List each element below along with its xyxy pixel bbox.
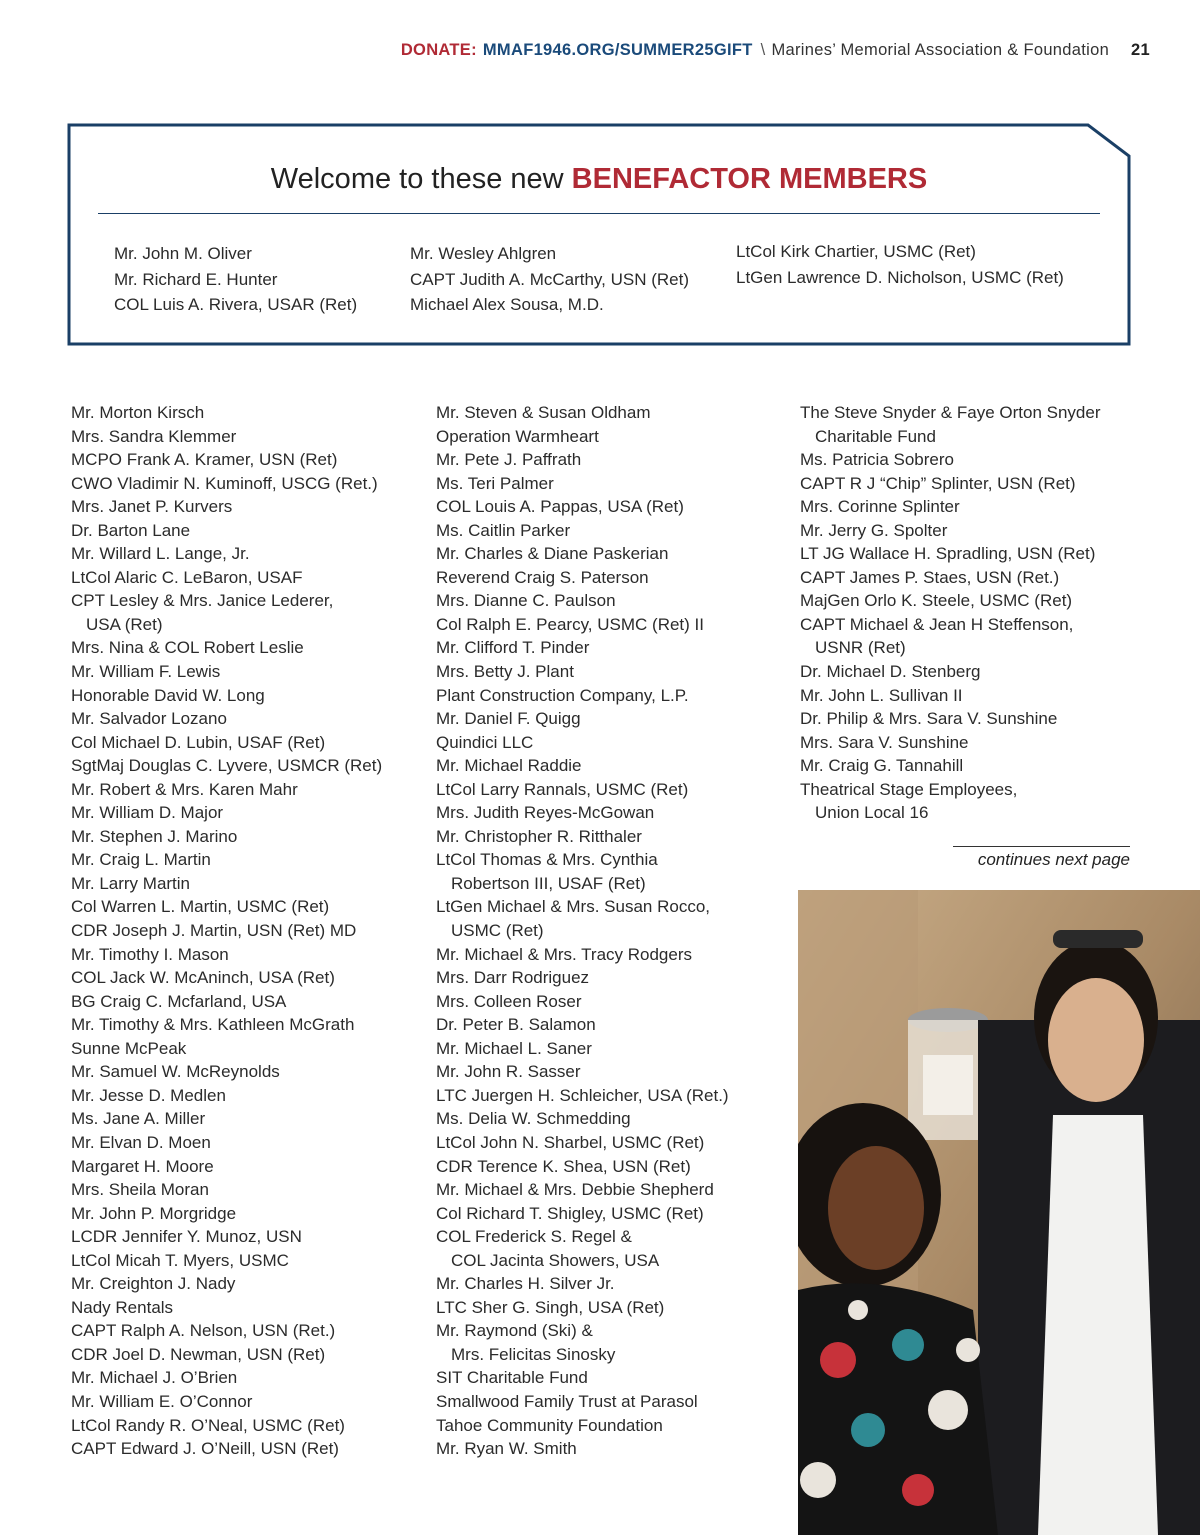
member-name xyxy=(436,636,729,660)
member-name-line: Mr. John R. Sasser xyxy=(436,1062,581,1082)
member-name xyxy=(800,660,1100,684)
member-name-line: Col Richard T. Shigley, USMC (Ret) xyxy=(436,1203,704,1223)
member-name xyxy=(436,1060,729,1084)
member-name-continuation: Union Local 16 xyxy=(815,803,929,823)
member-name xyxy=(71,919,382,943)
member-name-line: Mr. Ryan W. Smith xyxy=(436,1439,577,1459)
member-name xyxy=(800,707,1100,731)
member-name xyxy=(436,495,729,519)
member-name-line: LtCol Thomas & Mrs. Cynthia xyxy=(436,850,658,870)
member-name-line: Mr. Larry Martin xyxy=(71,873,191,893)
member-name-continuation: COL Jacinta Showers, USA xyxy=(451,1250,660,1270)
member-name-line: LCDR Jennifer Y. Munoz, USN xyxy=(71,1227,302,1247)
benefactor-column-1 xyxy=(114,241,357,318)
continues-divider xyxy=(953,846,1130,847)
member-name-continuation: Charitable Fund xyxy=(815,426,936,446)
member-name-line: Mrs. Janet P. Kurvers xyxy=(71,497,233,517)
member-name xyxy=(71,966,382,990)
member-name-line: SgtMaj Douglas C. Lyvere, USMCR (Ret) xyxy=(71,756,383,776)
member-name xyxy=(436,472,729,496)
member-name-line: COL Louis A. Pappas, USA (Ret) xyxy=(436,497,684,517)
member-name xyxy=(800,613,1100,660)
member-name xyxy=(436,754,729,778)
member-name xyxy=(436,1437,729,1461)
member-name xyxy=(71,1296,382,1320)
member-name xyxy=(71,636,382,660)
member-name-line: BG Craig C. Mcfarland, USA xyxy=(71,991,287,1011)
member-name xyxy=(71,801,382,825)
member-name xyxy=(71,1437,382,1461)
member-name xyxy=(71,1084,382,1108)
member-name xyxy=(71,542,382,566)
member-name xyxy=(436,660,729,684)
member-name xyxy=(71,1249,382,1273)
member-name xyxy=(800,684,1100,708)
benefactor-name: LtCol Kirk Chartier, USMC (Ret) xyxy=(736,242,976,261)
member-name xyxy=(71,425,382,449)
member-name-line: Margaret H. Moore xyxy=(71,1156,214,1176)
benefactor-title-highlight: BENEFACTOR MEMBERS xyxy=(571,163,928,195)
benefactor-name: Mr. Wesley Ahlgren xyxy=(410,244,557,263)
member-name xyxy=(800,754,1100,778)
member-name-line: Mr. Pete J. Paffrath xyxy=(436,450,582,470)
donate-label: DONATE: xyxy=(400,40,477,59)
member-name-line: Mr. Craig L. Martin xyxy=(71,850,211,870)
member-name-line: MCPO Frank A. Kramer, USN (Ret) xyxy=(71,450,338,470)
member-name-continuation: Mrs. Felicitas Sinosky xyxy=(451,1344,616,1364)
benefactor-name: LtGen Lawrence D. Nicholson, USMC (Ret) xyxy=(736,267,1064,287)
member-name-line: Mr. Jerry G. Spolter xyxy=(800,520,948,540)
member-name-line: CDR Terence K. Shea, USN (Ret) xyxy=(436,1156,691,1176)
benefactor-name: Mr. John M. Oliver xyxy=(114,244,252,263)
member-name xyxy=(436,1319,729,1366)
member-name xyxy=(436,401,729,425)
member-name xyxy=(71,707,382,731)
member-name xyxy=(436,519,729,543)
member-name xyxy=(436,943,729,967)
member-name-line: Mr. Willard L. Lange, Jr. xyxy=(71,544,250,564)
member-name-line: Mr. Michael L. Saner xyxy=(436,1038,592,1058)
member-name-line: Mr. William D. Major xyxy=(71,803,224,823)
member-name-line: Quindici LLC xyxy=(436,732,534,752)
member-name-line: Operation Warmheart xyxy=(436,426,599,446)
member-name xyxy=(436,1107,729,1131)
member-name-line: Col Michael D. Lubin, USAF (Ret) xyxy=(71,732,326,752)
member-name-line: CAPT Michael & Jean H Steffenson, xyxy=(800,614,1074,634)
member-name-line: Theatrical Stage Employees, xyxy=(800,779,1018,799)
member-name xyxy=(436,1178,729,1202)
member-name xyxy=(71,990,382,1014)
member-name-line: Smallwood Family Trust at Parasol xyxy=(436,1391,698,1411)
member-name-line: LtGen Michael & Mrs. Susan Rocco, xyxy=(436,897,711,917)
members-photo xyxy=(798,890,1200,1535)
member-name xyxy=(436,801,729,825)
member-name-line: Mr. Charles & Diane Paskerian xyxy=(436,544,669,564)
member-name xyxy=(436,542,729,566)
member-name-line: Mrs. Darr Rodriguez xyxy=(436,968,590,988)
member-name-line: Mr. Samuel W. McReynolds xyxy=(71,1062,280,1082)
member-name-line: Mr. John P. Morgridge xyxy=(71,1203,237,1223)
member-name-line: Mr. John L. Sullivan II xyxy=(800,685,963,705)
member-name xyxy=(71,872,382,896)
member-name-line: Mr. Jesse D. Medlen xyxy=(71,1085,226,1105)
member-name xyxy=(436,1390,729,1414)
member-name-line: Ms. Jane A. Miller xyxy=(71,1109,206,1129)
benefactor-title xyxy=(98,163,1100,196)
member-name xyxy=(800,401,1100,448)
member-name xyxy=(71,566,382,590)
member-list-column-1 xyxy=(71,401,382,1461)
member-name xyxy=(71,1131,382,1155)
member-name-continuation: USMC (Ret) xyxy=(451,921,544,941)
member-name-line: CAPT Edward J. O’Neill, USN (Ret) xyxy=(71,1439,339,1459)
member-name-line: Mrs. Sandra Klemmer xyxy=(71,426,237,446)
member-name-line: LtCol Randy R. O’Neal, USMC (Ret) xyxy=(71,1415,345,1435)
member-name-line: Mrs. Sheila Moran xyxy=(71,1180,209,1200)
member-name xyxy=(71,589,382,636)
member-name-line: CAPT James P. Staes, USN (Ret.) xyxy=(800,567,1060,587)
member-name-line: CAPT R J “Chip” Splinter, USN (Ret) xyxy=(800,473,1076,493)
member-name xyxy=(436,731,729,755)
member-name-line: Mrs. Nina & COL Robert Leslie xyxy=(71,638,304,658)
member-name xyxy=(71,848,382,872)
member-name-line: Mr. Michael & Mrs. Tracy Rodgers xyxy=(436,944,693,964)
benefactor-title-prefix: Welcome to these new xyxy=(270,163,564,195)
member-name xyxy=(436,1202,729,1226)
member-name-line: SIT Charitable Fund xyxy=(436,1368,588,1388)
member-name xyxy=(71,1178,382,1202)
member-name xyxy=(800,472,1100,496)
member-name xyxy=(71,825,382,849)
member-name xyxy=(800,778,1100,825)
member-name xyxy=(71,1037,382,1061)
member-name-line: Mr. Clifford T. Pinder xyxy=(436,638,590,658)
member-name-continuation: USNR (Ret) xyxy=(815,638,906,658)
member-name-line: Reverend Craig S. Paterson xyxy=(436,567,649,587)
member-name xyxy=(71,943,382,967)
member-name-line: CDR Joseph J. Martin, USN (Ret) MD xyxy=(71,921,357,941)
member-name-line: Mr. Robert & Mrs. Karen Mahr xyxy=(71,779,298,799)
member-name-line: Sunne McPeak xyxy=(71,1038,187,1058)
member-name xyxy=(436,825,729,849)
member-name-line: LTC Sher G. Singh, USA (Ret) xyxy=(436,1297,665,1317)
member-name-line: Mr. Michael Raddie xyxy=(436,756,582,776)
member-name-line: Ms. Caitlin Parker xyxy=(436,520,571,540)
member-name xyxy=(436,1414,729,1438)
donate-link[interactable]: MMAF1946.ORG/SUMMER25GIFT xyxy=(482,40,753,59)
member-name-line: Mr. Christopher R. Ritthaler xyxy=(436,826,642,846)
member-name xyxy=(436,566,729,590)
member-name-line: Mr. Michael J. O’Brien xyxy=(71,1368,238,1388)
member-name xyxy=(800,731,1100,755)
member-name xyxy=(436,1366,729,1390)
member-name xyxy=(436,1296,729,1320)
member-name-continuation: Robertson III, USAF (Ret) xyxy=(451,873,646,893)
member-name-line: Mr. Raymond (Ski) & xyxy=(436,1321,593,1341)
member-name-line: Dr. Michael D. Stenberg xyxy=(800,662,981,682)
member-name-line: Ms. Teri Palmer xyxy=(436,473,554,493)
member-name xyxy=(71,401,382,425)
member-name-line: Mr. Daniel F. Quigg xyxy=(436,709,581,729)
benefactor-column-3 xyxy=(736,239,1064,290)
member-list-column-2 xyxy=(436,401,729,1461)
member-name xyxy=(71,1319,382,1343)
member-name xyxy=(436,1225,729,1272)
member-name-line: LTC Juergen H. Schleicher, USA (Ret.) xyxy=(436,1085,729,1105)
member-name xyxy=(800,566,1100,590)
member-name-line: Col Warren L. Martin, USMC (Ret) xyxy=(71,897,330,917)
member-name xyxy=(436,895,729,942)
member-name-line: Mr. Timothy I. Mason xyxy=(71,944,229,964)
member-name xyxy=(71,731,382,755)
member-name-line: CWO Vladimir N. Kuminoff, USCG (Ret.) xyxy=(71,473,378,493)
member-name xyxy=(436,1037,729,1061)
member-name xyxy=(800,589,1100,613)
member-name-line: LtCol Alaric C. LeBaron, USAF xyxy=(71,567,303,587)
organization-name: Marines’ Memorial Association & Foundation xyxy=(771,40,1110,59)
member-name xyxy=(71,1343,382,1367)
member-name xyxy=(436,778,729,802)
member-name xyxy=(71,1107,382,1131)
member-name-line: Mrs. Judith Reyes-McGowan xyxy=(436,803,655,823)
member-name-line: Dr. Philip & Mrs. Sara V. Sunshine xyxy=(800,709,1058,729)
member-name xyxy=(71,1414,382,1438)
member-name-line: Mr. Steven & Susan Oldham xyxy=(436,403,651,422)
member-name xyxy=(800,448,1100,472)
member-name xyxy=(71,660,382,684)
member-name xyxy=(436,448,729,472)
member-name xyxy=(436,684,729,708)
member-name-line: Mr. Michael & Mrs. Debbie Shepherd xyxy=(436,1180,714,1200)
member-name-line: LtCol Micah T. Myers, USMC xyxy=(71,1250,289,1270)
member-name-line: Mr. William E. O’Connor xyxy=(71,1391,253,1411)
member-name-line: Mrs. Betty J. Plant xyxy=(436,662,574,682)
member-name xyxy=(436,1013,729,1037)
member-name-line: COL Jack W. McAninch, USA (Ret) xyxy=(71,968,335,988)
member-name-line: Mrs. Corinne Splinter xyxy=(800,497,960,517)
member-list-column-3 xyxy=(800,401,1100,825)
member-name-line: LtCol John N. Sharbel, USMC (Ret) xyxy=(436,1132,705,1152)
benefactor-column-2 xyxy=(410,241,689,318)
member-name xyxy=(436,613,729,637)
benefactor-name: CAPT Judith A. McCarthy, USN (Ret) xyxy=(410,269,689,289)
header-separator: \ xyxy=(760,40,766,59)
member-name xyxy=(71,1155,382,1179)
member-name xyxy=(71,448,382,472)
member-name-continuation: USA (Ret) xyxy=(86,614,163,634)
member-name xyxy=(436,589,729,613)
member-name-line: Mr. William F. Lewis xyxy=(71,662,221,682)
member-name xyxy=(436,848,729,895)
benefactor-name: COL Luis A. Rivera, USAR (Ret) xyxy=(114,295,358,315)
member-name xyxy=(436,990,729,1014)
member-name-line: The Steve Snyder & Faye Orton Snyder xyxy=(800,403,1101,422)
member-name xyxy=(436,707,729,731)
member-name xyxy=(71,1225,382,1249)
member-name xyxy=(71,1060,382,1084)
member-name-line: MajGen Orlo K. Steele, USMC (Ret) xyxy=(800,591,1073,611)
member-name-line: Mr. Salvador Lozano xyxy=(71,709,227,729)
member-name-line: Ms. Patricia Sobrero xyxy=(800,450,954,470)
member-name xyxy=(436,1155,729,1179)
member-name-line: COL Frederick S. Regel & xyxy=(436,1227,632,1247)
member-name-line: Honorable David W. Long xyxy=(71,685,265,705)
member-name xyxy=(800,519,1100,543)
member-name-line: LT JG Wallace H. Spradling, USN (Ret) xyxy=(800,544,1096,564)
member-name xyxy=(71,754,382,778)
member-name-line: Mr. Stephen J. Marino xyxy=(71,826,238,846)
member-name-line: CAPT Ralph A. Nelson, USN (Ret.) xyxy=(71,1321,336,1341)
member-name-line: Plant Construction Company, L.P. xyxy=(436,685,689,705)
benefactor-divider xyxy=(98,213,1100,214)
member-name-line: Dr. Peter B. Salamon xyxy=(436,1015,596,1035)
member-name xyxy=(71,684,382,708)
member-name-line: Mr. Creighton J. Nady xyxy=(71,1274,236,1294)
member-name-line: CPT Lesley & Mrs. Janice Lederer, xyxy=(71,591,334,611)
member-name-line: Ms. Delia W. Schmedding xyxy=(436,1109,631,1129)
member-name-line: Mr. Elvan D. Moen xyxy=(71,1132,211,1152)
member-name xyxy=(436,966,729,990)
member-name-line: Mrs. Dianne C. Paulson xyxy=(436,591,616,611)
member-name-line: Nady Rentals xyxy=(71,1297,174,1317)
member-name xyxy=(71,495,382,519)
continues-next-page-note: continues next page xyxy=(977,850,1130,869)
member-name xyxy=(71,1202,382,1226)
page-number: 21 xyxy=(1131,40,1150,59)
member-name-line: Mr. Charles H. Silver Jr. xyxy=(436,1274,615,1294)
member-name xyxy=(71,778,382,802)
member-name xyxy=(436,1084,729,1108)
member-name xyxy=(800,495,1100,519)
member-name-line: Col Ralph E. Pearcy, USMC (Ret) II xyxy=(436,614,704,634)
member-name-line: LtCol Larry Rannals, USMC (Ret) xyxy=(436,779,689,799)
benefactor-name: Mr. Richard E. Hunter xyxy=(114,269,278,289)
member-name-line: Dr. Barton Lane xyxy=(71,520,191,540)
member-name xyxy=(800,542,1100,566)
member-name xyxy=(436,1272,729,1296)
member-name xyxy=(71,895,382,919)
member-name xyxy=(71,1390,382,1414)
member-name-line: Mr. Craig G. Tannahill xyxy=(800,756,964,776)
member-name-line: Mr. Morton Kirsch xyxy=(71,403,205,422)
member-name-line: Mrs. Sara V. Sunshine xyxy=(800,732,969,752)
member-name xyxy=(436,1131,729,1155)
member-name-line: CDR Joel D. Newman, USN (Ret) xyxy=(71,1344,326,1364)
member-name xyxy=(71,1272,382,1296)
member-name xyxy=(436,425,729,449)
member-name-line: Mrs. Colleen Roser xyxy=(436,991,582,1011)
member-name-line: Tahoe Community Foundation xyxy=(436,1415,663,1435)
member-name xyxy=(71,519,382,543)
member-name xyxy=(71,1013,382,1037)
member-name xyxy=(71,1366,382,1390)
member-name-line: Mr. Timothy & Mrs. Kathleen McGrath xyxy=(71,1015,355,1035)
member-name xyxy=(71,472,382,496)
benefactor-name: Michael Alex Sousa, M.D. xyxy=(410,295,604,315)
